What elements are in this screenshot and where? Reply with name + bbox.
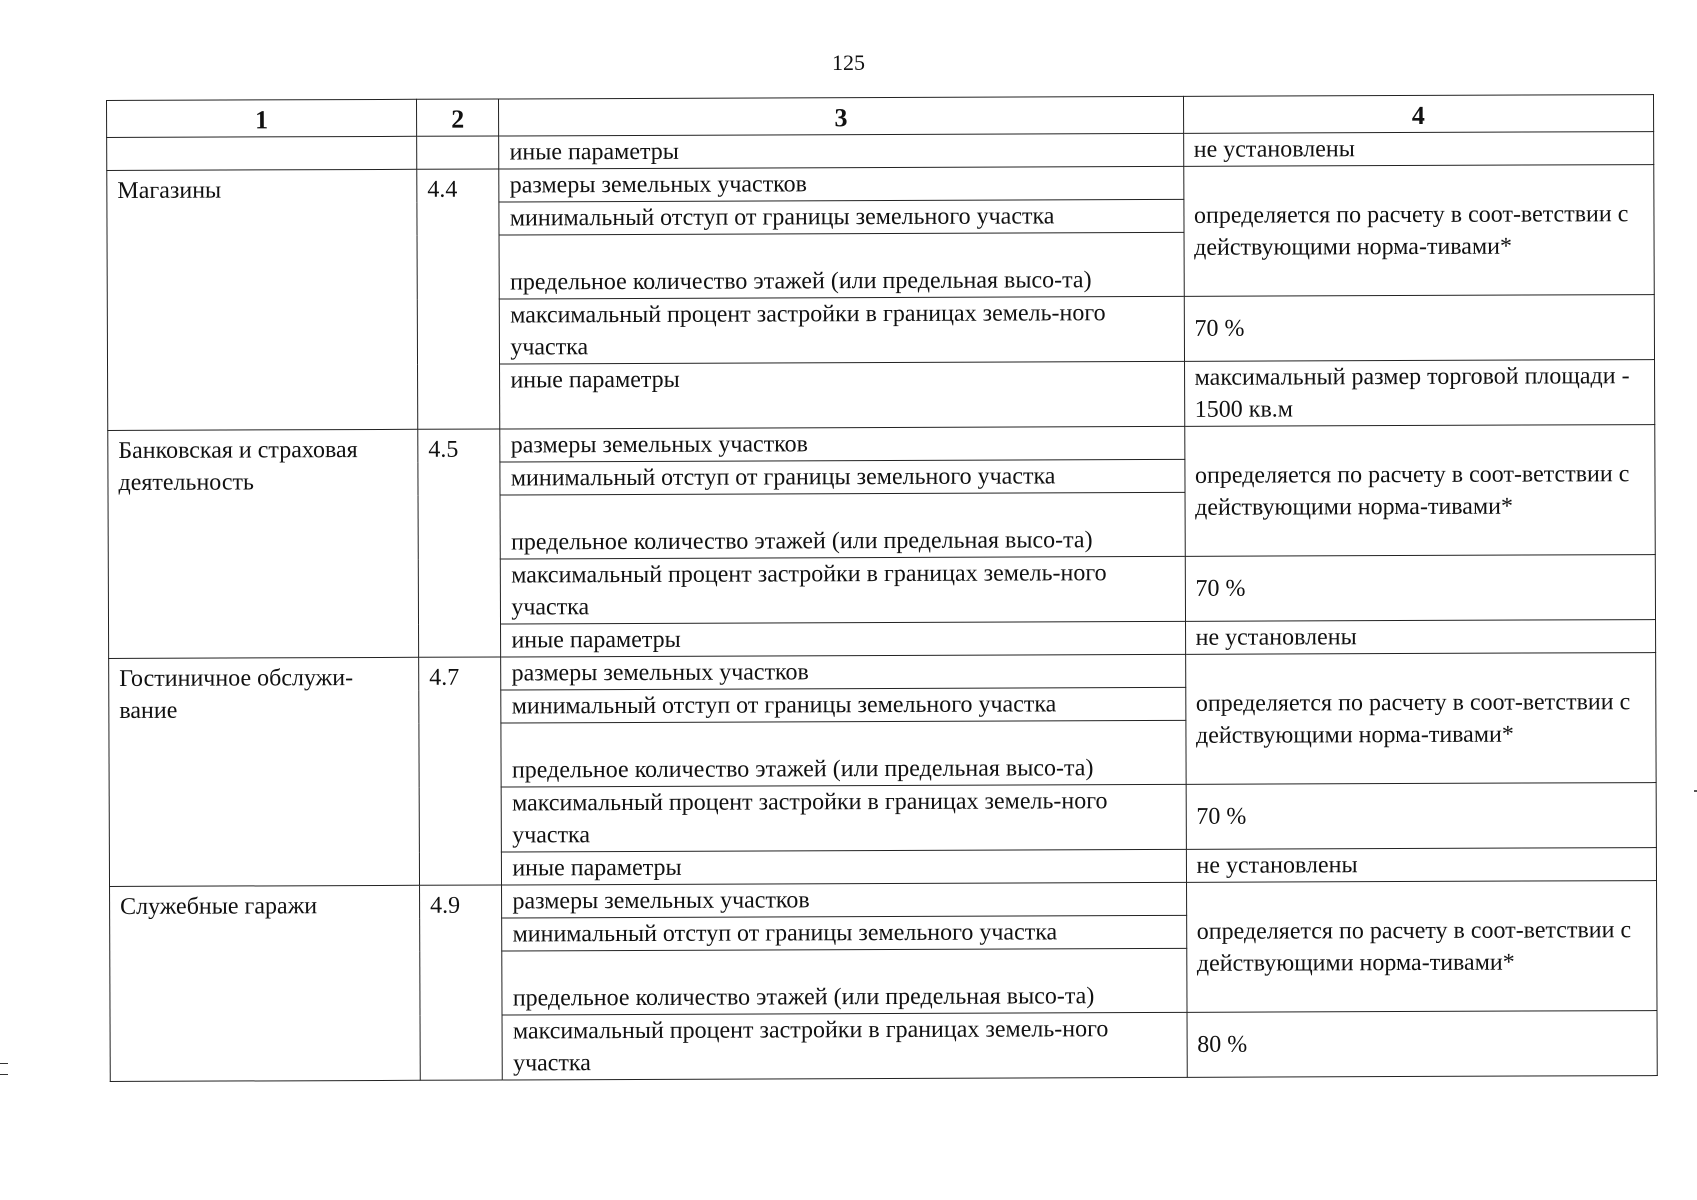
column-header-2: 2: [417, 99, 499, 136]
value-cell: 70 %: [1184, 295, 1655, 362]
param-cell: размеры земельных участков: [501, 654, 1185, 690]
column-header-1: 1: [107, 99, 417, 137]
param-cell: размеры земельных участков: [499, 166, 1183, 202]
value-cell: 80 %: [1187, 1011, 1658, 1078]
param-cell: минимальный отступ от границы земельного участка: [502, 915, 1186, 951]
param-cell: максимальный процент застройки в границах земель-ного участка: [501, 556, 1185, 624]
value-cell: определяется по расчету в соот-ветствии с действующими норма-тивами*: [1183, 165, 1654, 297]
value-cell: определяется по расчету в соот-ветствии с действующими норма-тивами*: [1186, 881, 1657, 1013]
param-cell: максимальный процент застройки в границах земель-ного участка: [501, 784, 1185, 852]
code-cell: 4.5: [418, 429, 501, 657]
category-cell: Банковская и страховая деятельность: [108, 429, 419, 658]
table-row: [107, 165, 1654, 204]
param-cell: иные параметры: [500, 361, 1184, 429]
param-cell: максимальный процент застройки в границах земель-ного участка: [500, 296, 1184, 364]
param-cell: размеры земельных участков: [502, 882, 1186, 918]
code-cell: 4.7: [419, 657, 502, 885]
value-cell: 70 %: [1186, 783, 1657, 850]
value-cell: определяется по расчету в соот-ветствии с действующими норма-тивами*: [1185, 653, 1656, 785]
empty-cell: [417, 136, 499, 169]
param-cell: минимальный отступ от границы земельного участка: [499, 199, 1183, 235]
code-cell: 4.4: [417, 169, 500, 429]
param-cell: предельное количество этажей (или предельная высо-та): [502, 948, 1186, 1015]
page-number: 125: [832, 50, 865, 75]
param-cell: иные параметры: [502, 849, 1186, 885]
param-cell: предельное количество этажей (или предельная высо-та): [499, 232, 1183, 299]
column-header-4: 4: [1183, 95, 1654, 134]
param-cell: размеры земельных участков: [500, 426, 1184, 462]
param-cell: иные параметры: [501, 621, 1185, 657]
value-cell: не установлены: [1186, 848, 1657, 883]
param-cell: предельное количество этажей (или предельная высо-та): [500, 492, 1184, 559]
value-cell: не установлены: [1183, 132, 1654, 167]
empty-cell: [107, 136, 417, 170]
param-cell: минимальный отступ от границы земельного участка: [500, 459, 1184, 495]
value-cell: 70 %: [1185, 555, 1656, 622]
param-cell: иные параметры: [499, 133, 1183, 169]
scan-margin-mark: [0, 1063, 8, 1075]
param-cell: предельное количество этажей (или предельная высо-та): [501, 720, 1185, 787]
value-cell: максимальный размер торговой площади - 1500 кв.м: [1184, 360, 1655, 427]
category-cell: Магазины: [107, 169, 418, 430]
code-cell: 4.9: [420, 885, 503, 1080]
value-cell: не установлены: [1185, 620, 1656, 655]
category-cell: Служебные гаражи: [110, 885, 421, 1081]
table-row: [110, 881, 1657, 920]
param-cell: минимальный отступ от границы земельного участка: [501, 687, 1185, 723]
value-cell: определяется по расчету в соот-ветствии с действующими норма-тивами*: [1184, 425, 1655, 557]
param-cell: максимальный процент застройки в границах земель-ного участка: [502, 1012, 1186, 1080]
regulations-table: [106, 94, 1658, 1082]
table-row: [108, 425, 1655, 464]
table-row: [109, 653, 1656, 692]
category-cell: Гостиничное обслужи-вание: [109, 657, 420, 886]
table-header-row: [107, 95, 1654, 138]
column-header-3: 3: [499, 96, 1183, 136]
